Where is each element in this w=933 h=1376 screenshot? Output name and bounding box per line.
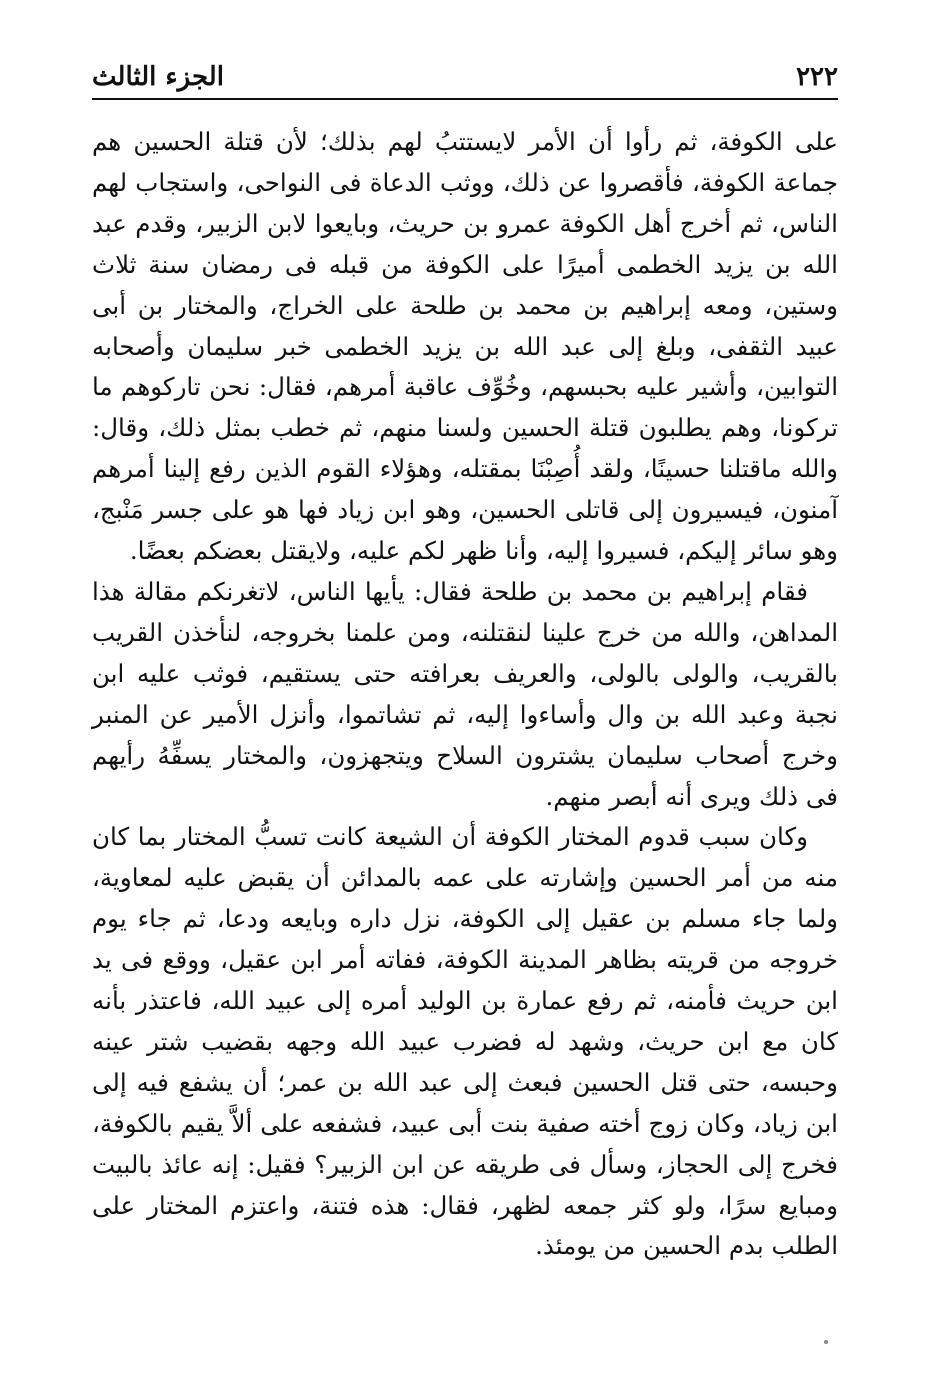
- header-rule: [92, 98, 838, 100]
- paragraph-1: على الكوفة، ثم رأوا أن الأمر لايستتبُ لهم بذلك؛ لأن قتلة الحسين هم جماعة الكوفة، فأقصروا عن ذلك، ووثب الدعاة فى النواحى، واستجاب لهم الناس، ثم أخرج أهل الكوفة عمرو بن حريث، وبايعوا لابن الزبير، وقدم عبد الله بن يزيد الخطمى أميرًا على الكوفة من قبله فى رمضان سنة ثلاث وستين، ومعه إبراهيم بن محمد بن طلحة على الخراج، والمختار بن أبى عبيد الثقفى، وبلغ إلى عبد الله بن يزيد الخطمى خبر سليمان وأصحابه التوابين، وأشير عليه بحبسهم، وخُوِّف عاقبة أمرهم، فقال: نحن تاركوهم ما تركونا، وهم يطلبون قتلة الحسين ولسنا منهم، ثم خطب بمثل ذلك، وقال: والله ماقتلنا حسينًا، ولقد أُصِبْنَا بمقتله، وهؤلاء القوم الذين رفع إلينا أمرهم آمنون، فيسيرون إلى قاتلى الحسين، وهو ابن زياد فها هو على جسر مَنْبج، وهو سائر إليكم، فسيروا إليه، وأنا ظهر لكم عليه، ولايقتل بعضكم بعضًا.: [92, 127, 838, 566]
- page-number: ٢٢٢: [796, 62, 838, 92]
- paragraph-3: وكان سبب قدوم المختار الكوفة أن الشيعة كانت تسبُّ المختار بما كان منه من أمر الحسين وإشارته على عمه بالمدائن أن يقبض عليه لمعاوية، ولما جاء مسلم بن عقيل إلى الكوفة، نزل داره وبايعه ودعا، ثم جاء يوم خروجه من قريته بظاهر المدينة الكوفة، ففاته أمر ابن عقيل، ووقع فى يد ابن حريث فأمنه، ثم رفع عمارة بن الوليد أمره إلى عبيد الله، فاعتذر بأنه كان مع ابن حريث، وشهد له فضرب عبيد الله وجهه بقضيب شتر عينه وحبسه، حتى قتل الحسين فبعث إلى عبد الله بن عمر؛ أن يشفع فيه إلى ابن زياد، وكان زوج أخته صفية بنت أبى عبيد، فشفعه على ألاَّ يقيم بالكوفة، فخرج إلى الحجاز، وسأل فى طريقه عن ابن الزبير؟ فقيل: إنه عائذ بالبيت ومبايع سرًا، ولو كثر جمعه لظهر، فقال: هذه فتنة، واعتزم المختار على الطلب بدم الحسين من يومئذ.: [92, 822, 838, 1261]
- running-head: الجزء الثالث: [92, 62, 224, 92]
- page-header: [92, 62, 838, 96]
- body-text: [92, 122, 838, 1267]
- scan-speck: [824, 1340, 828, 1344]
- paragraph-2: فقام إبراهيم بن محمد بن طلحة فقال: يأيها الناس، لاتغرنكم مقالة هذا المداهن، والله من خرج علينا لنقتلنه، ومن علمنا بخروجه، لنأخذن القريب بالقريب، والولى بالولى، والعريف بعرافته حتى يستقيم، فوثب عليه ابن نجبة وعبد الله بن وال وأساءوا إليه، ثم تشاتموا، وأنزل الأمير عن المنبر وخرج أصحاب سليمان يشترون السلاح ويتجهزون، والمختار يسفِّهُ رأيهم فى ذلك ويرى أنه أبصر منهم.: [92, 576, 838, 811]
